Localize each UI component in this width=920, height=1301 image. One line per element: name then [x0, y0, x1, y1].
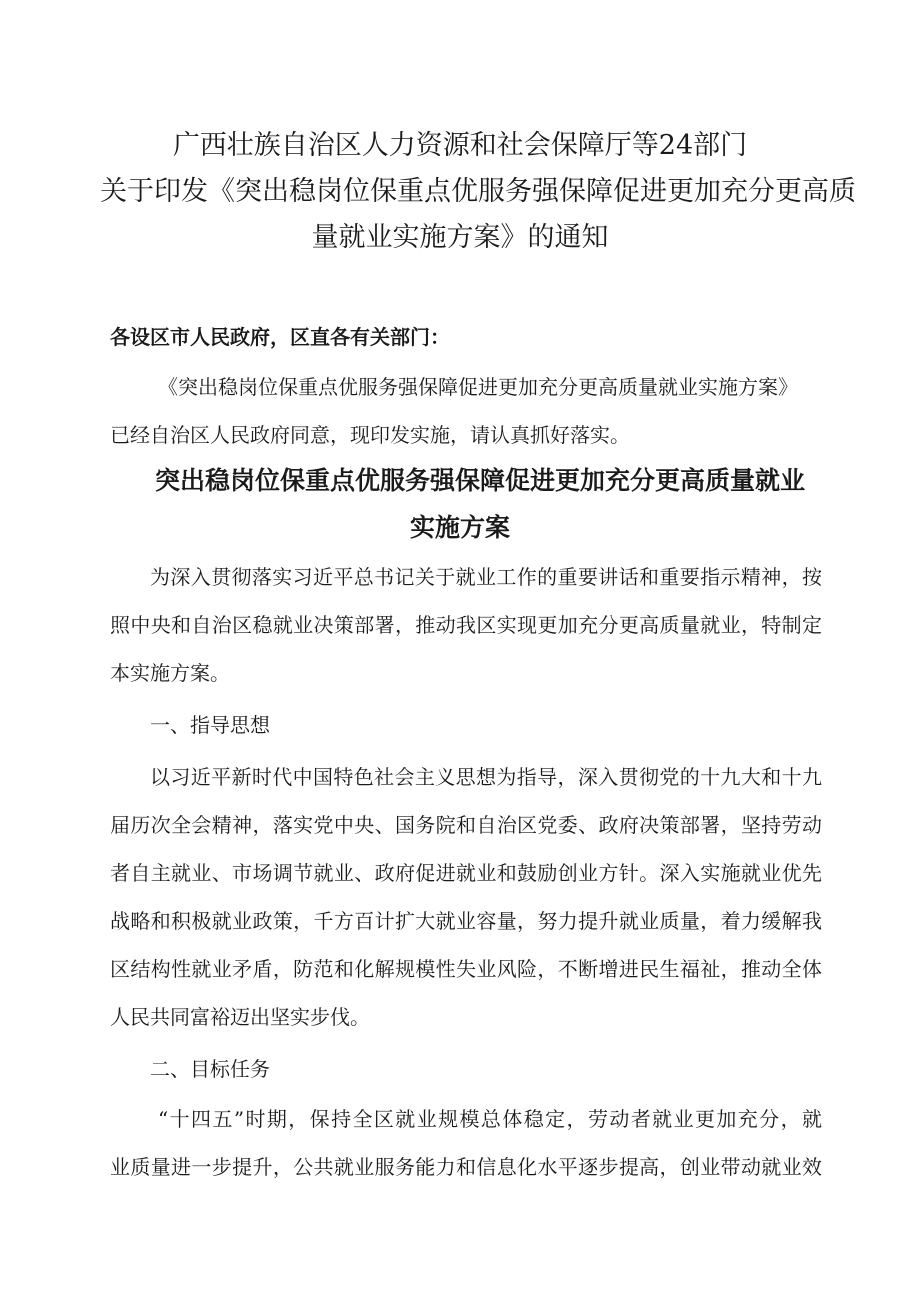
notice-title-line-3: 量就业实施方案》的通知 — [311, 222, 609, 253]
section-1-line-1: 以习近平新时代中国特色社会主义思想为指导，深入贯彻党的十九大和十九 — [150, 765, 822, 789]
notice-body-line-1: 《突出稳岗位保重点优服务强保障促进更加充分更高质量就业实施方案》 — [158, 375, 798, 399]
salutation: 各设区市人民政府，区直各有关部门： — [110, 325, 450, 349]
section-1-line-2: 届历次全会精神，落实党中央、国务院和自治区党委、政府决策部署，坚持劳动 — [110, 813, 822, 837]
plan-title-line-2: 实施方案 — [409, 513, 510, 542]
section-1-heading: 一、指导思想 — [150, 713, 270, 737]
section-1-line-5: 区结构性就业矛盾，防范和化解规模性失业风险，不断增进民生福祉，推动全体 — [110, 957, 822, 981]
section-2-line-2: 业质量进一步提升，公共就业服务能力和信息化水平逐步提高，创业带动就业效 — [110, 1155, 822, 1179]
section-2-line-1: “十四五”时期，保持全区就业规模总体稳定，劳动者就业更加充分，就 — [158, 1107, 822, 1131]
intro-line-3: 本实施方案。 — [110, 661, 230, 685]
notice-body-line-2: 已经自治区人民政府同意，现印发实施，请认真抓好落实。 — [110, 423, 630, 447]
section-1-line-4: 战略和积极就业政策，千方百计扩大就业容量，努力提升就业质量，着力缓解我 — [110, 909, 822, 933]
plan-title-line-1: 突出稳岗位保重点优服务强保障促进更加充分更高质量就业 — [154, 466, 805, 495]
notice-title-line-2: 关于印发《突出稳岗位保重点优服务强保障促进更加充分更高质 — [100, 176, 856, 207]
intro-line-1: 为深入贯彻落实习近平总书记关于就业工作的重要讲话和重要指示精神，按 — [150, 565, 822, 589]
intro-line-2: 照中央和自治区稳就业决策部署，推动我区实现更加充分更高质量就业，特制定 — [110, 613, 822, 637]
section-1-line-3: 者自主就业、市场调节就业、政府促进就业和鼓励创业方针。深入实施就业优先 — [110, 861, 822, 885]
notice-title-line-1: 广西壮族自治区人力资源和社会保障厅等24部门 — [172, 130, 748, 161]
section-1-line-6: 人民共同富裕迈出坚实步伐。 — [110, 1005, 370, 1029]
section-2-heading: 二、目标任务 — [150, 1057, 270, 1081]
